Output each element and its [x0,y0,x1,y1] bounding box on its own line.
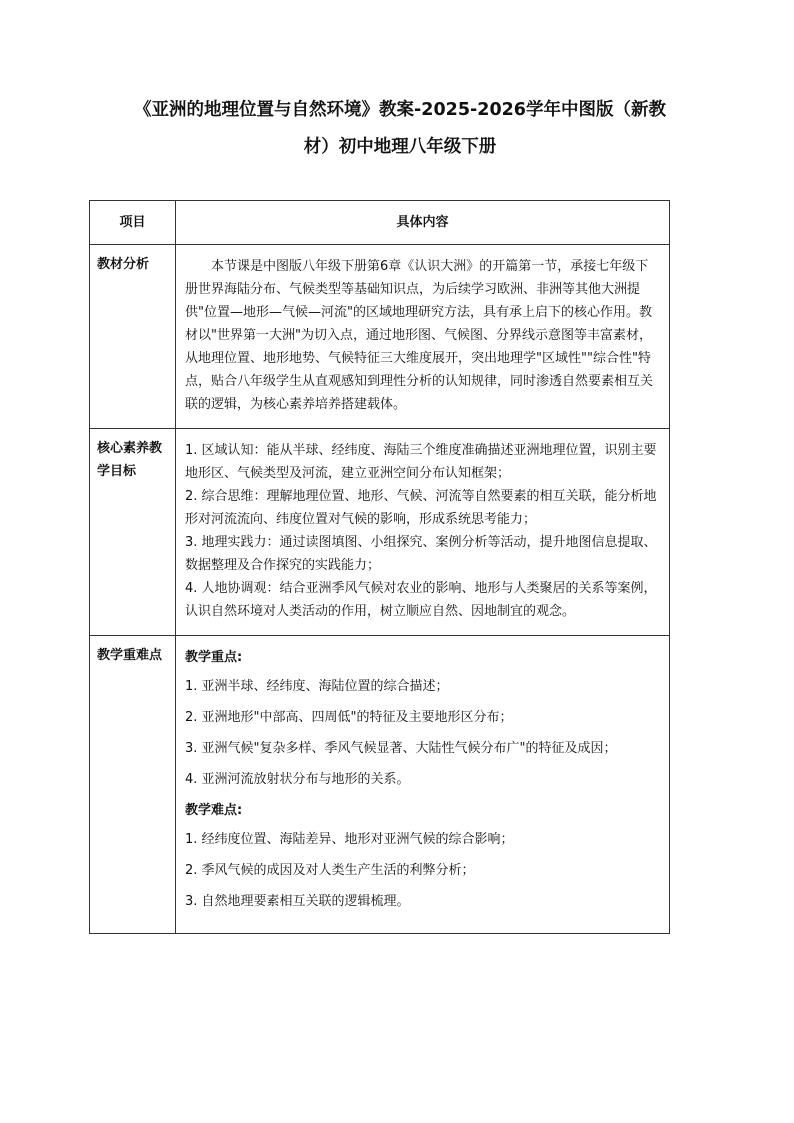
goal-item: 1. 区域认知：能从半球、经纬度、海陆三个维度准确描述亚洲地理位置，识别主要地形区、气候类型及河流，建立亚洲空间分布认知框架； [185,443,657,481]
key-point-item: 2. 亚洲地形"中部高、四周低"的特征及主要地形区分布； [185,710,513,725]
difficulty-item: 1. 经纬度位置、海陆差异、地形对亚洲气候的综合影响； [185,832,514,847]
key-point-item: 1. 亚洲半球、经纬度、海陆位置的综合描述； [185,679,449,694]
lesson-plan-table [89,200,670,934]
key-point-item: 3. 亚洲气候"复杂多样、季风气候显著、大陆性气候分布广"的特征及成因； [185,741,617,756]
goal-item: 4. 人地协调观：结合亚洲季风气候对农业的影响、地形与人类聚居的关系等案例，认识自然环境对人类活动的作用，树立顺应自然、因地制宜的观念。 [185,581,657,619]
material-analysis-text: 本节课是中图版八年级下册第6章《认识大洲》的开篇第一节，承接七年级下册世界海陆分布、气候类型等基础知识点，为后续学习欧洲、非洲等其他大洲提供"位置—地形—气候—河流"的区域地理研究方法，具有承上启下的核心作用。教材以"世界第一大洲"为切入点，通过地形图、气候图、分界线示意图等丰富素材，从地理位置、地形地势、气候特征三大维度展开，突出地理学"区域性""综合性"特点，贴合八年级学生从直观感知到理性分析的认知规律，同时渗透自然要素相互关联的逻辑，为核心素养培养搭建载体。 [185,259,654,412]
goal-item: 2. 综合思维：理解地理位置、地形、气候、河流等自然要素的相互关联，能分析地形对河流流向、纬度位置对气候的影响，形成系统思考能力； [185,489,657,527]
document-title [100,92,700,166]
goals-cell [176,429,670,636]
header-content: 具体内容 [176,201,670,245]
difficulty-item: 2. 季风气候的成因及对人类生产生活的利弊分析； [185,863,475,878]
table-row-material [90,245,670,429]
row-label-goals: 核心素养教学目标 [90,429,176,636]
difficulty-heading: 教学难点: [185,803,243,818]
title-line-1: 《亚洲的地理位置与自然环境》教案-2025-2026学年中图版（新教 [134,100,666,120]
focus-cell [176,636,670,934]
table-header-row [90,201,670,245]
difficulty-item: 3. 自然地理要素相互关联的逻辑梳理。 [185,894,410,909]
table-row-goals [90,429,670,636]
header-item: 项目 [90,201,176,245]
key-points-heading: 教学重点: [185,650,243,665]
title-line-2: 材）初中地理八年级下册 [303,137,497,157]
table-row-focus [90,636,670,934]
row-label-focus: 教学重难点 [90,636,176,934]
key-point-item: 4. 亚洲河流放射状分布与地形的关系。 [185,772,410,787]
material-analysis-cell [176,245,670,429]
row-label-material: 教材分析 [90,245,176,429]
goal-item: 3. 地理实践力：通过读图填图、小组探究、案例分析等活动，提升地图信息提取、数据整理及合作探究的实践能力； [185,535,657,573]
